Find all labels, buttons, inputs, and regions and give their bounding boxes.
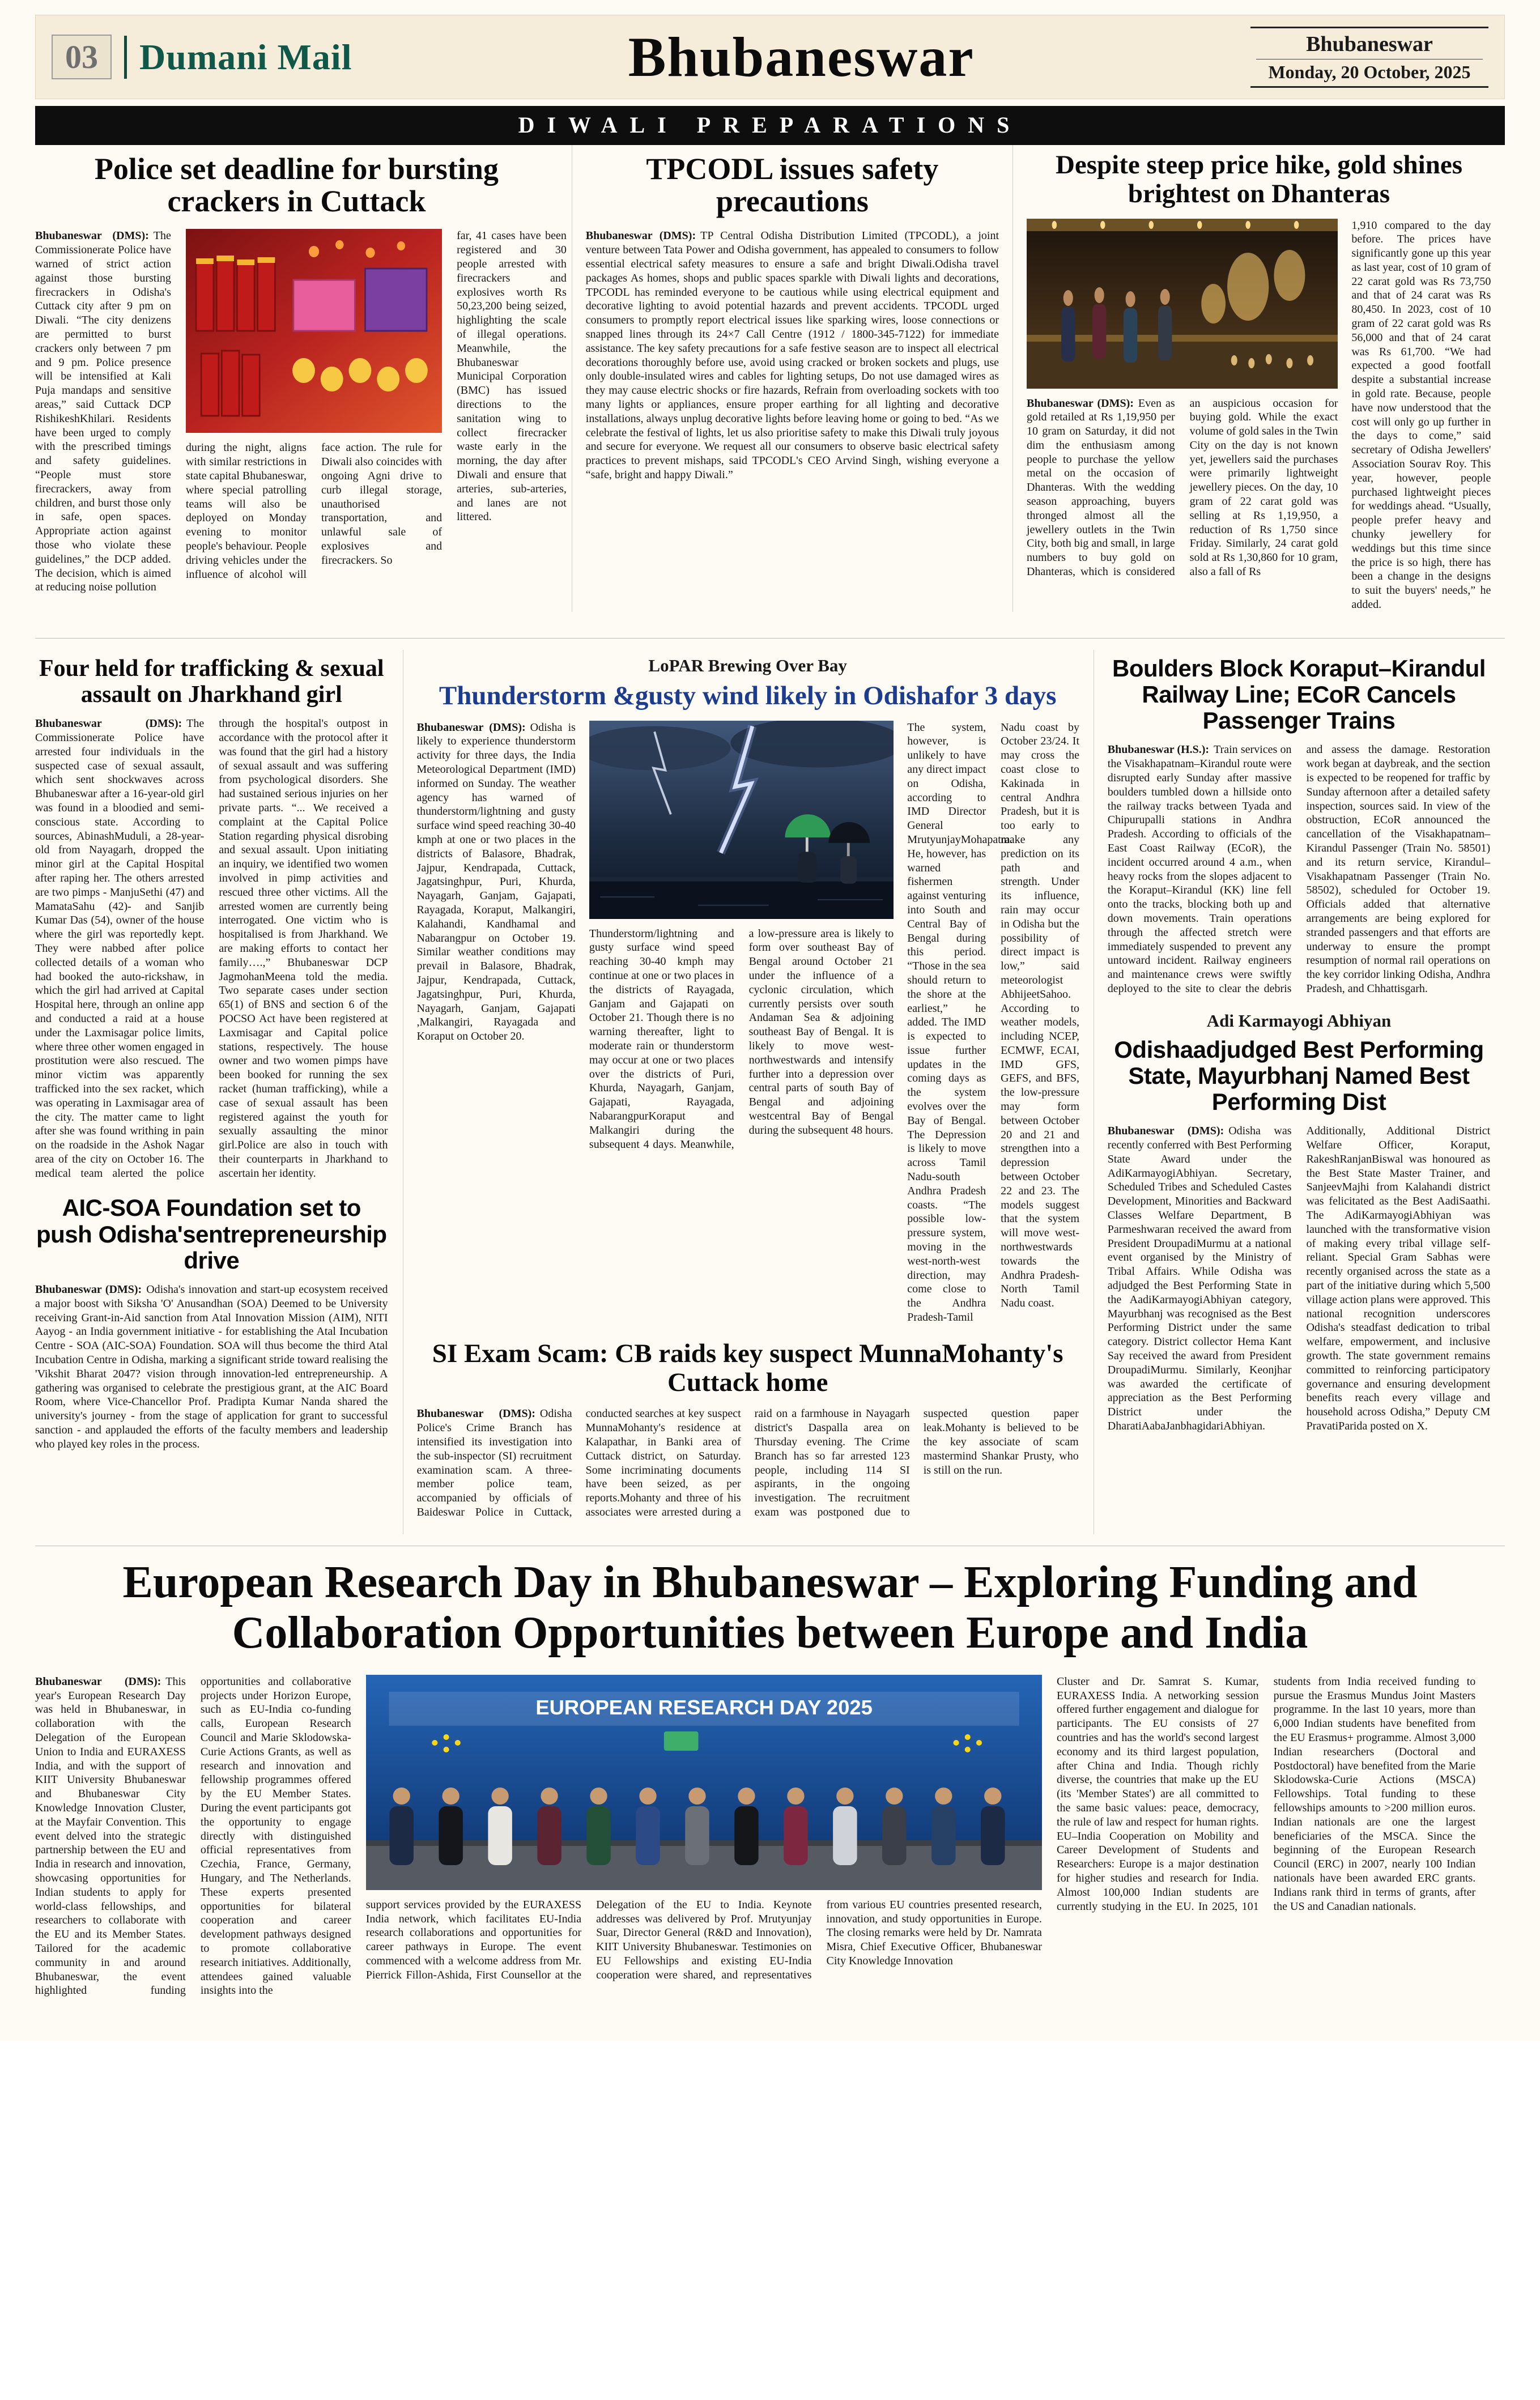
boulders-headline: Boulders Block Koraput–Kirandul Railway Line; ECoR Cancels Passenger Trains — [1112, 654, 1486, 734]
thunderstorm-body-col1 — [417, 721, 576, 1325]
page-number: 03 — [52, 35, 112, 79]
trafficking-headline: Four held for trafficking & sexual assault on Jharkhand girl — [39, 655, 384, 708]
body-text: far, 41 cases have been registered and 30 people arrested with firecrackers and explosives worth Rs 50,23,200 being seized, highlighting the scale of illegal operations. Meanwhile, the Bhubaneswar Municipal Corporation (BMC) has issued directions to the sanitation wing to collect firecracker waste early in the morning, the day after Diwali and ensure that arteries, sub-arteries, and lanes are not littered. — [457, 229, 567, 524]
jewellery-shop-photo — [1027, 219, 1338, 389]
dateline: Bhubaneswar (DMS): — [35, 717, 182, 730]
thunderstorm-body-center — [589, 721, 894, 1325]
body-text: Thunderstorm/lightning and gusty surface wind speed reaching 30-40 kmph may continue at one or two places in the districts of Rayagada, Ganjam and Gajapati on October 21. Though there is no warning thereafter, light to moderate rain or thunderstorm may occur at one or two places over the districts of Puri, Khurda, Nayagarh, Ganjam, Gajapati, Rayagada, NabarangpurKoraput and Malkangiri during the subsequent 4 days. Meanwhile, a low-pressure area is likely to form over southeast Bay of Bengal around October 21 under the influence of a cyclonic circulation, which currently persists over south Andaman Sea & adjoining southeast Bay of Bengal. It is likely to move west-northwestwards and intensify further into a depression over central parts of south Bay of Bengal and adjoining westcentral Bay of Bengal during the subsequent 48 hours. — [589, 927, 894, 1151]
dateline: Bhubaneswar (DMS): — [416, 721, 526, 734]
police-body-col3 — [457, 229, 567, 594]
top-section — [35, 145, 1505, 627]
body-text: Train services on the Visakhapatnam–Kirandul route were disrupted early Sunday after massive boulders tumbled down a hillside onto the railway tracks between Tyada and Chipurupalli stations in Andhra Pradesh. According to officials of the East Coast Railway (ECoR), the incident occurred around 4 a.m., when heavy rocks from the slopes adjacent to the Koraput–Kirandul (KK) line fell onto the tracks, blocking both up and down movements. Train operations through the affected stretch were immediately suspended to prevent any untoward incident. Railway engineers and maintenance crews were swiftly deployed to the site to clear the debris and assess the damage. Restoration work began at daybreak, and the section is expected to be reopened for traffic by Sunday afternoon after a detailed safety inspection, sources said. In view of the obstruction, ECoR announced the cancellation of the Visakhapatnam–Kirandul Passenger (Train No. 58501) and its return service, Kirandul–Visakhapatnam Passenger (Train No. 58502), scheduled for October 19. Officials added that alternative arrangements are being explored for stranded passengers and that efforts are underway to ensure the prompt resumption of normal rail operations on the key corridor linking Odisha, Andhra Pradesh, and Chhattisgarh. — [1107, 743, 1491, 995]
body-text: Odisha is likely to experience thunderstorm activity for three days, the India Meteorological Department (IMD) informed on Sunday. The weather agency has warned of thunderstorm/lightning and gusty surface wind speed reaching 30-40 kmph at one or two places in the districts of Balasore, Bhadrak, Jajpur, Kendrapada, Cuttack, Jagatsinghpur, Puri, Khurda, Nayagarh, Ganjam, Gajapati, Rayagada, Koraput, Malkangiri, Kalahandi, Kandhamal and Nabarangpur on October 19. Similar weather conditions may prevail in Balasore, Bhadrak, Jajpur, Kendrapada, Cuttack, Jagatsinghpur, Puri, Khurda, Nayagarh, Ganjam, Gajapati ,Malkangiri, Rayagada and Koraput on October 20. — [416, 721, 576, 1043]
gold-body-right — [1351, 219, 1491, 612]
body-text: TP Central Odisha Distribution Limited (TPCODL), a joint venture between Tata Power and Odisha government, has appealed to consumers to follow essential electrical safety measures to ensure a safe and bright Diwali.Odisha travel packages As homes, shops and public spaces sparkle with Diwali lights and decorations, TPCODL has reminded everyone to be cautious while using electrical equipment and decorative lighting to avoid potential hazards and prevent accidents. TPCODL urged consumers to promptly report electrical issues like sparking wires, loose connections or snapped lines through its 24×7 Call Centre (1912 / 1800-345-7122) for immediate assistance. The key safety precautions for a safe festive season are to inspect all electrical decorations thoroughly before use, avoid using cracked or broken sockets and plugs, use only double-insulated wires and cables for lighting setups, Do not use damaged wires as they may cause electric shocks or fire hazards, Refrain from overloading sockets with too many lights or appliances, ensure proper earthing for all lighting and decorative installations, always unplug decorative lights before leaving home or going to bed. “As we celebrate the festival of lights, let us also prioritise safety to make this Diwali truly joyous and secure for everyone. We request all our consumers to observe basic electrical safety practices to prevent mishaps, said TPCODL's CEO Arvind Singh, wishing everyone a “safe, bright and happy Diwali.” — [585, 229, 999, 482]
body-text: The Commissionerate Police have warned of strict action against those bursting firecrackers in Odisha's Cuttack city after 9 pm on Diwali. “The city denizens are permitted to burst crackers only between 7 pm and 9 pm. Police presence will be intensified at Kali Puja mandaps and sensitive areas,” said Cuttack DCP RishikeshKhilari. Residents have been urged to comply with the prescribed timings and safety guidelines. “People must store firecrackers, away from children, and burst those only in safe, open spaces. Appropriate action against those who violate these guidelines,” the DCP added. The decision, which is aimed at reducing noise pollution — [35, 229, 171, 594]
tpcodl-headline: TPCODL issues safety precautions — [646, 152, 939, 219]
thunderstorm-body-below-photo — [589, 927, 894, 1152]
thunderstorm-headline: Thunderstorm &gusty wind likely in Odishafor 3 days — [439, 680, 1057, 710]
article-boulders-railway — [1108, 656, 1490, 996]
body-text: Even as gold retailed at Rs 1,19,950 per 10 gram on Saturday, it did not dim the enthusiasm among people to purchase the yellow metal on the occasion of Dhanteras. With the wedding season approaching, buyers thronged almost all the jewellery outlets in the Twin City, both big and small, in large numbers to buy gold on Dhanteras, which is considered an auspicious occasion for buying gold. While the exact volume of gold sales in the Twin City on the day is not known yet, jewellers said the purchases were primarily lightweight jewellery pieces. On the day, 10 gram of 22 carat gold was selling at Rs 1,19,950, a reduction of Rs 1,750 since Friday. Similarly, 24 carat gold sold at Rs 1,30,860 for 10 gram, also a fall of Rs — [1026, 397, 1338, 578]
boulders-body — [1108, 743, 1490, 995]
body-text: 1,910 compared to the day before. The prices have significantly gone up this year as last year, cost of 10 gram of 22 carat gold was Rs 73,750 and that of 24 carat was Rs 80,450. In 2023, cost of 10 gram of 22 carat gold was Rs 56,000 and that of 24 carat was Rs 61,700. “We had expected a good footfall despite a substantial increase in gold rate. Because, people have now understood that the cost will only go up further in the days to come,” said secretary of Odisha Jewellers' Association Sourav Roy. This year, however, people purchased lightweight pieces for weddings ahead. “Usually, people prefer heavy and chunky jewellery for weddings but this time since the price is so high, there has been a change in the designs to suit the buyers' needs,” he added. — [1351, 219, 1491, 611]
eu-backdrop-text: EUROPEAN RESEARCH DAY 2025 — [535, 1696, 873, 1719]
body-text: Odisha was recently conferred with Best Performing State Award under the AdiKarmayogiAbhiyan. Secretary, Scheduled Tribes and Scheduled Castes Development, Minorities and Backward Classes Welfare Department, B Parmeshwaran received the award from President DroupadiMurmu at a national event organised by the Ministry of Tribal Affairs. While Odisha was adjudged the Best Performing State in the AadiKarmayogiAbhiyan category, Mayurbhanj was recognised as the Best Performing District under the same category. District collector Hema Kant Say received the award from President DroupadiMurmu. Similarly, Keonjhar was awarded the certificate of appreciation as the Best Performing District under the DharatiAabaJanbhagidariAbhiyan. Additionally, Additional District Welfare Officer, Koraput, RakeshRanjanBiswal was honoured as the Best State Master Trainer, and SanjeevMajhi from Kalahandi district was felicitated as the Best AadiSaathi. The AdiKarmayogiAbhiyan was launched with the transformative vision of making every tribal village self-reliant. Special Gram Sabhas were recently organised across the state as a part of the initiative during which 5,500 village action plans were approved. This national recognition underscores Odisha's steadfast dedication to tribal welfare, empowerment, and inclusive growth. The state government remains committed to reinforcing participatory governance and ensuring development benefits reach every village and household across Odisha,” Deputy CM PravatiParida posted on X. — [1107, 1125, 1491, 1433]
article-trafficking-assault — [35, 656, 388, 1181]
eu-event-group-photo — [366, 1675, 1042, 1890]
adi-headline: Odishaadjudged Best Performing State, Mayurbhanj Named Best Performing Dist — [1114, 1036, 1484, 1116]
dateline: Bhubaneswar (DMS): — [585, 229, 696, 242]
siexam-headline: SI Exam Scam: CB raids key suspect MunnaMohanty's Cuttack home — [432, 1338, 1063, 1397]
tpcodl-body — [586, 229, 999, 482]
bottom-section — [35, 1558, 1505, 1998]
thunderstorm-body-layout — [417, 721, 1079, 1325]
edition-block — [1250, 27, 1488, 88]
dateline: Bhubaneswar (H.S.): — [1107, 743, 1210, 756]
aicsoa-body — [35, 1283, 388, 1452]
article-aic-soa — [35, 1195, 388, 1451]
body-text: support services provided by the EURAXESS India network, which facilitates EU-India research collaborations and opportunities for career pathways in Europe. The event commenced with a welcome address from Mr. Pierrick Fillon-Ashida, First Counsellor at the Delegation of the EU to India. Keynote addresses was delivered by Prof. Mrutyunjay Suar, Director General (R&D and Innovation), KIIT University Bhubaneswar. Testimonies on EU Fellowships and existing EU-India cooperation were shared, and representatives from various EU countries presented research, innovation, and study opportunities in Europe. The closing remarks were held by Dr. Namrata Misra, Chief Executive Officer, Bhubaneswar City Knowledge Innovation — [365, 1898, 1042, 1981]
article-adi-karmayogi — [1108, 1011, 1490, 1433]
dateline: Bhubaneswar (DMS): — [1026, 397, 1134, 410]
thunderstorm-kicker: LoPAR Brewing Over Bay — [648, 655, 847, 675]
adi-body — [1108, 1124, 1490, 1433]
police-body-below-photo — [186, 441, 442, 581]
dateline: Bhubaneswar (DMS): — [35, 1675, 161, 1688]
eurday-body-below-photo — [366, 1898, 1042, 1982]
eurday-body-right — [1057, 1675, 1475, 1998]
middle-center-column — [403, 650, 1079, 1534]
article-si-exam-scam — [417, 1339, 1079, 1520]
dateline: Bhubaneswar (DMS): — [35, 1283, 142, 1296]
thunderstorm-body-right — [907, 721, 1079, 1325]
police-headline: Police set deadline for bursting crackers in Cuttack — [94, 152, 499, 219]
eurday-body-center — [366, 1675, 1042, 1998]
body-text: This year's European Research Day was held in Bhubaneswar, in collaboration with the Delegation of the European Union to India and EURAXESS India, and with the support of KIIT University Bhubaneswar and Bhubaneswar City Knowledge Innovation Cluster, at the Mayfair Convention. This event delved into the strategic partnership between the EU and India in research and innovation, showcasing opportunities for Indian students to apply for world-class fellowships, and researchers to collaborate with the EU and its Member States. Tailored for the academic community in and around Bhubaneswar, the event highlighted funding opportunities and collaborative projects under Horizon Europe, such as EU-India co-funding calls, European Research Council and Marie Sklodowska-Curie Actions Grants, as well as research and innovation and fellowship programmes offered by the EU Member States. During the event participants got the opportunity to engage directly with distinguished official representatives from Czechia, France, Germany, Hungary, and The Netherlands. These experts presented opportunities for bilateral cooperation and career development pathways designed to promote collaborative research initiatives. Additionally, attendees gained valuable insights into the — [35, 1675, 351, 1997]
gold-headline: Despite steep price hike, gold shines brightest on Dhanteras — [1055, 150, 1462, 208]
adi-kicker: Adi Karmayogi Abhiyan — [1206, 1010, 1392, 1031]
gold-body-below-photo — [1027, 397, 1338, 579]
gold-body-left — [1027, 219, 1338, 612]
dateline: Bhubaneswar (DMS): — [1107, 1125, 1224, 1138]
aicsoa-headline: AIC-SOA Foundation set to push Odisha'sentrepreneurship drive — [36, 1194, 387, 1274]
section-banner: DIWALI PREPARATIONS — [35, 106, 1505, 145]
article-gold-dhanteras — [1013, 145, 1505, 612]
eurday-body-left — [35, 1675, 351, 1998]
body-text: Cluster and Dr. Samrat S. Kumar, EURAXESS India. A networking session offered further engagement and dialogue for participants. The EU consists of 27 countries and has the world's second largest economy and its third largest population, after China and India. Though richly diverse, the countries that make up the EU (its 'Member States') are all committed to the same basic values: peace, democracy, the rule of law and respect for human rights. EU–India Cooperation on Mobility and Career Development of Students and Researchers: Europe is a major destination for higher studies and research for India. Almost 100,000 Indian students are currently studying in the EU. In 2025, 101 students from India received funding to pursue the Erasmus Mundus Joint Masters programme. In the last 10 years, more than 6,000 Indian students have benefited from the EU Erasmus+ programme. Almost 3,000 Indian researchers (Doctoral and Postdoctoral) have benefited from the Marie Sklodowska-Curie Actions (MSCA) Fellowships. Total funding to these fellowships amounts to >200 million euros. Indian nationals are one the largest beneficiaries of the MSCA. Since the beginning of the European Research Council (ERC) in 2007, nearly 100 Indian nationals have been awarded ERC grants. Indians rank third in terms of grants, after the US and Canadian nationals. — [1056, 1675, 1476, 1913]
body-text: Odisha Police's Crime Branch has intensified its investigation into the sub-inspector (SI) recruitment examination scam. A three-member police team, accompanied by officials of Baideswar Police in Cuttack, conducted searches at key suspect MunnaMohanty's residence at Kalapathar, in Banki area of Cuttack district, on Saturday. Some incriminating documents have been seized, as per reports.Mohanty and three of his associates were arrested during a raid on a farmhouse in Nayagarh district's Daspalla area on Thursday evening. The Crime Branch has so far arrested 123 people, including 114 SI aspirants, in the ongoing investigation. The recruitment exam was postponed due to suspected question paper leak.Mohanty is believed to be the key associate of scam mastermind Shankar Prusty, who is still on the run. — [416, 1407, 1079, 1518]
dateline: Bhubaneswar (DMS): — [416, 1407, 535, 1420]
storm-lightning-photo — [589, 721, 894, 919]
police-body-col1 — [35, 229, 171, 594]
police-body-center — [186, 229, 442, 594]
masthead-block — [52, 35, 352, 79]
middle-right-column — [1094, 650, 1490, 1534]
article-tpcodl-safety — [572, 145, 1013, 612]
trafficking-body — [35, 717, 388, 1180]
edition-date: Monday, 20 October, 2025 — [1268, 61, 1471, 82]
section-divider — [35, 638, 1505, 639]
middle-left-column — [35, 650, 388, 1534]
siexam-body — [417, 1407, 1079, 1519]
body-text: The system, however, is unlikely to have any direct impact on Odisha, according to IMD Director General MrutyunjayMohapatra. He, however, has warned fishermen against venturing into South and Central Bay of Bengal during this period. “Those in the sea should return to the shore at the earliest,” he added. The IMD is expected to issue further updates in the coming days as the system evolves over the Bay of Bengal. The Depression is likely to move across Tamil Nadu-south Andhra Pradesh coasts. “The possible low-pressure system, moving in the west-north-west direction, may come close to the Andhra Pradesh-Tamil Nadu coast by October 23/24. It may cross the coast close to Kakinada in central Andhra Pradesh, but it is too early to make any prediction on its path and strength. Under its influence, rain may occur in Odisha but the possibility of direct impact is low,” said meteorologist AbhijeetSahoo. According to weather models, including NCEP, ECMWF, ECAI, IMD GFS, GEFS, and BFS, the low-pressure may form between October 20 and 21 and strengthen into a depression between October 22 and 23. The models suggest that the system will move west-northwestwards towards the Andhra Pradesh-North Tamil Nadu coast. — [907, 721, 1080, 1324]
eurday-body-layout — [35, 1675, 1505, 1998]
masthead-title: Dumani Mail — [139, 36, 352, 77]
body-text: The Commissionerate Police have arrested four individuals in the suspected case of sexual assault, which sent shockwaves across Bhubaneswar after a 16-year-old girl was found in a bloodied and semi-conscious state. According to sources, AbinashMuduli, a 28-year-old from Nayagarh, dropped the minor girl at the Capital Hospital after raping her. The others arrested are two pimps - ManjuSethi (47) and MamataSahu (42)- and Sanjib Kumar Das (54), owner of the house where the girl was reportedly kept. They were nabbed after police collected details of a woman who had booked the auto-rickshaw, in which the girl had arrived at Capital Hospital here, through an online app and conducted a raid at a house under the Laxmisagar police limits, where three other women engaged in prostitution were also rescued. The minor victim was apparently trafficked into the sex racket, which was operating in Laxmisagar area of the city. The matter came to light after she was found writhing in pain on the roadside in the Ashok Nagar area of the city on October 16. The medical team alerted the police through the hospital's outpost in accordance with the protocol after it was found that the girl had a history of sexual assault and was suffering from psychological disorders. She had sustained serious injuries on her private parts. “... We received a complaint at the Capital Police Station regarding physical disrobing and sexual assault. Upon initiating an inquiry, we identified two women involved in pimp activities and rescued three other victims. All the arrested women are currently being interrogated. One victim who is hospitalised is from Jharkhand. We are making efforts to contact her family….,” Bhubaneswar DCP JagmohanMeena told the media. Two separate cases under section 65(1) of BNS and section 6 of the POCSO Act have been registered at Laxmisagar and Capital police stations, respectively. The house owner and two women pimps have been booked for running the sex racket (human trafficking), while a case of sexual assault has been registered against the youth for sexually assaulting the minor girl.Police are also in touch with their counterparts in Jharkhand to ascertain her identity. — [35, 717, 388, 1180]
article-thunderstorm — [417, 656, 1079, 1325]
police-body-layout — [35, 229, 567, 594]
page-header — [35, 15, 1505, 99]
body-text: Odisha's innovation and start-up ecosystem received a major boost with Siksha 'O' Anusandhan (SOA) Deemed to be University receiving Grant-in-Aid sanction from Atal Innovation Mission (AIM), NITI Aayog - an India government initiative - for establishing the Atal Incubation Centre - SOA (AIC-SOA) Foundation. SOA will thus become the third Atal Incubation Centre in Odisha, marking a significant stride toward realising the 'Vikshit Bharat 2047? vision through innovation-led entrepreneurship. A gathering was organised to celebrate the prestigious grant, at the AIC Board Room, where Vice-Chancellor Prof. Pradipta Kumar Nanda shared the university's journey - from the stage of application for grant to successful sanction - and applauded the efforts of the faculty members and leadership who played key roles in the process. — [35, 1283, 388, 1450]
dateline: Bhubaneswar (DMS): — [35, 229, 149, 242]
body-text: during the night, aligns with similar restrictions in state capital Bhubaneswar, where special patrolling teams will also be deployed on Monday evening to monitor people's behaviour. People driving vehicles under the influence of alcohol will face action. The rule for Diwali also coincides with ongoing Agni drive to curb illegal storage, unauthorised transportation, and unlawful sale of explosives and firecrackers. So — [185, 441, 443, 581]
article-police-crackers — [35, 145, 572, 612]
middle-section — [35, 650, 1505, 1534]
eurday-headline: European Research Day in Bhubaneswar – Exploring Funding and Collaboration Opportunities between Europe and India — [122, 1557, 1418, 1658]
edition-place: Bhubaneswar — [1256, 32, 1483, 59]
gold-body-layout — [1027, 219, 1491, 612]
masthead-divider — [124, 36, 127, 79]
firecrackers-photo — [186, 229, 442, 433]
city-title: Bhubaneswar — [628, 25, 975, 88]
article-european-research-day — [35, 1558, 1505, 1998]
